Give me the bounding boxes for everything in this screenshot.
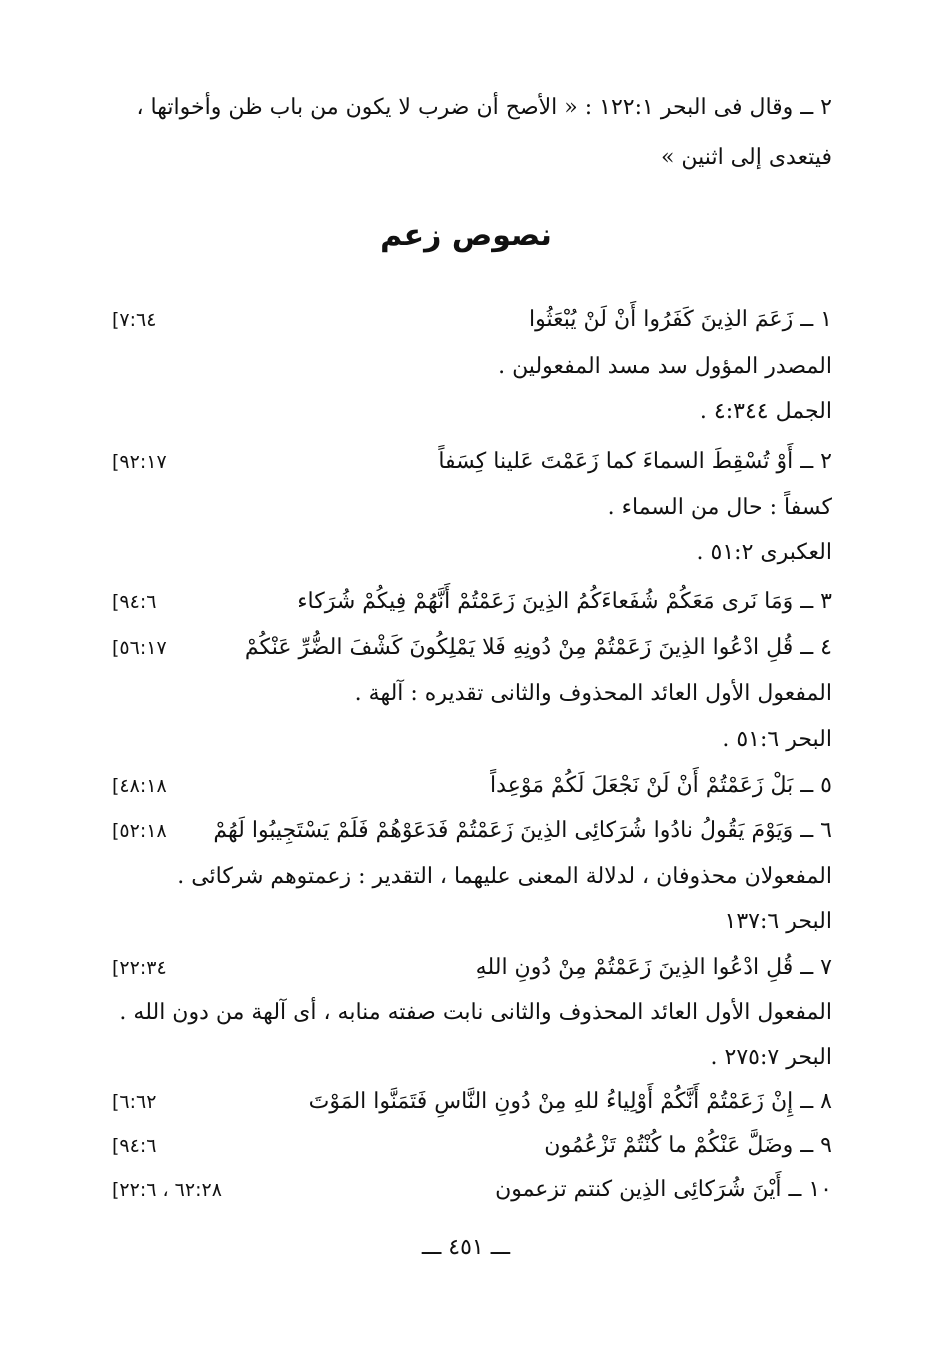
line-text: ٨ ــ إِنْ زَعَمْتُمْ أَنَّكُمْ أَوْلِياءُ للهِ مِنْ دُونِ النَّاسِ فَتَمَنَّوا المَوْتَ [308,1089,832,1114]
verse-reference: [٩٤:٦ [112,591,157,613]
entry-line [112,720,832,760]
footnote-line-1 [112,88,832,128]
verse-reference: [٩٢:١٧ [112,451,167,473]
entry-line [112,811,832,851]
verse-reference: [٥٦:١٧ [112,637,167,659]
line-text: العكبرى ٥١:٢ . [696,540,832,565]
entry-line [112,1126,832,1166]
line-text: ١٠ ــ أَيْنَ شُرَكائِى الذِين كنتم تزعمون [495,1177,832,1202]
footnote-line-2 [112,138,832,178]
line-text: المفعول الأول العائد المحذوف والثانى نابت صفته منابه ، أى آلهة من دون الله . [119,1000,832,1025]
line-text: البحر ٢٧٥:٧ . [710,1045,832,1070]
entry-line [112,442,832,482]
entry-line [112,674,832,714]
line-text: ٢ ــ أَوْ تُسْقِطَ السماءَ كما زَعَمْتَ عَلينا كِسَفاً [438,449,832,474]
entry-line [112,347,832,387]
line-text: المفعول الأول العائد المحذوف والثانى تقديره : آلهة . [354,681,832,706]
entry-line [112,533,832,573]
line-text: البحر ١٣٧:٦ [724,909,832,934]
line-text: المفعولان محذوفان ، لدلالة المعنى عليهما ، التقدير : زعمتوهم شركائى . [177,864,832,889]
entry-line [112,857,832,897]
line-text: ١ ــ زَعَمَ الذِينَ كَفَرُوا أَنْ لَنْ يُبْعَثُوا [529,307,832,332]
line-text: ٥ ــ بَلْ زَعَمْتُمْ أَنْ لَنْ نَجْعَلَ لَكُمْ مَوْعِداً [490,773,832,798]
verse-reference: [٦٢:٢٨ ، ٢٢:٦ [112,1179,222,1201]
line-text: البحر ٥١:٦ . [722,727,832,752]
line-text: ٣ ــ وَمَا نَرى مَعَكُمْ شُفَعاءَكُمُ الذِينَ زَعَمْتُمْ أَنَّهُمْ فِيكُمْ شُرَكاء [297,589,832,614]
footnote-text-2: فيتعدى إلى اثنين » [660,145,832,170]
entry-line [112,1038,832,1078]
verse-reference: [٢٢:٣٤ [112,957,167,979]
entry-line [112,392,832,432]
entry-line [112,1082,832,1122]
verse-reference: [٧:٦٤ [112,309,157,331]
line-text: المصدر المؤول سد مسد المفعولين . [498,354,832,379]
line-text: ٤ ــ قُلِ ادْعُوا الذِينَ زَعَمْتُمْ مِنْ دُونِهِ فَلا يَمْلِكُونَ كَشْفَ الضُّرِّ عَنْكُمْ [244,635,832,660]
entry-line [112,300,832,340]
section-title: نصوص زعم [380,218,552,253]
entry-line [112,902,832,942]
entry-line [112,993,832,1033]
entry-line [112,948,832,988]
page-number: ـــ ٤٥١ ـــ [421,1235,511,1260]
entry-line [112,766,832,806]
entry-line [112,488,832,528]
line-text: ٦ ــ وَيَوْمَ يَقُولُ نادُوا شُرَكائِى الذِينَ زَعَمْتُمْ فَدَعَوْهُمْ فَلَمْ يَسْتَجِيبُوا لَهُمْ [213,818,832,843]
line-text: ٧ ــ قُلِ ادْعُوا الذِينَ زَعَمْتُمْ مِنْ دُونِ اللهِ [475,955,832,980]
verse-reference: [٦:٦٢ [112,1091,157,1113]
verse-reference: [٤٨:١٨ [112,775,167,797]
entry-line [112,1170,832,1210]
line-text: كسفاً : حال من السماء . [607,495,832,520]
footnote-text-1: ٢ ــ وقال فى البحر ١٢٢:١ : « الأصح أن ضرب لا يكون من باب ظن وأخواتها ، [136,95,832,120]
line-text: الجمل ٤:٣٤٤ . [699,399,832,424]
entry-line [112,582,832,622]
line-text: ٩ ــ وضَلَّ عَنْكُمْ ما كُنْتُمْ تَزْعُمُون [544,1133,832,1158]
entry-line [112,628,832,668]
verse-reference: [٩٤:٦ [112,1135,157,1157]
verse-reference: [٥٢:١٨ [112,820,167,842]
